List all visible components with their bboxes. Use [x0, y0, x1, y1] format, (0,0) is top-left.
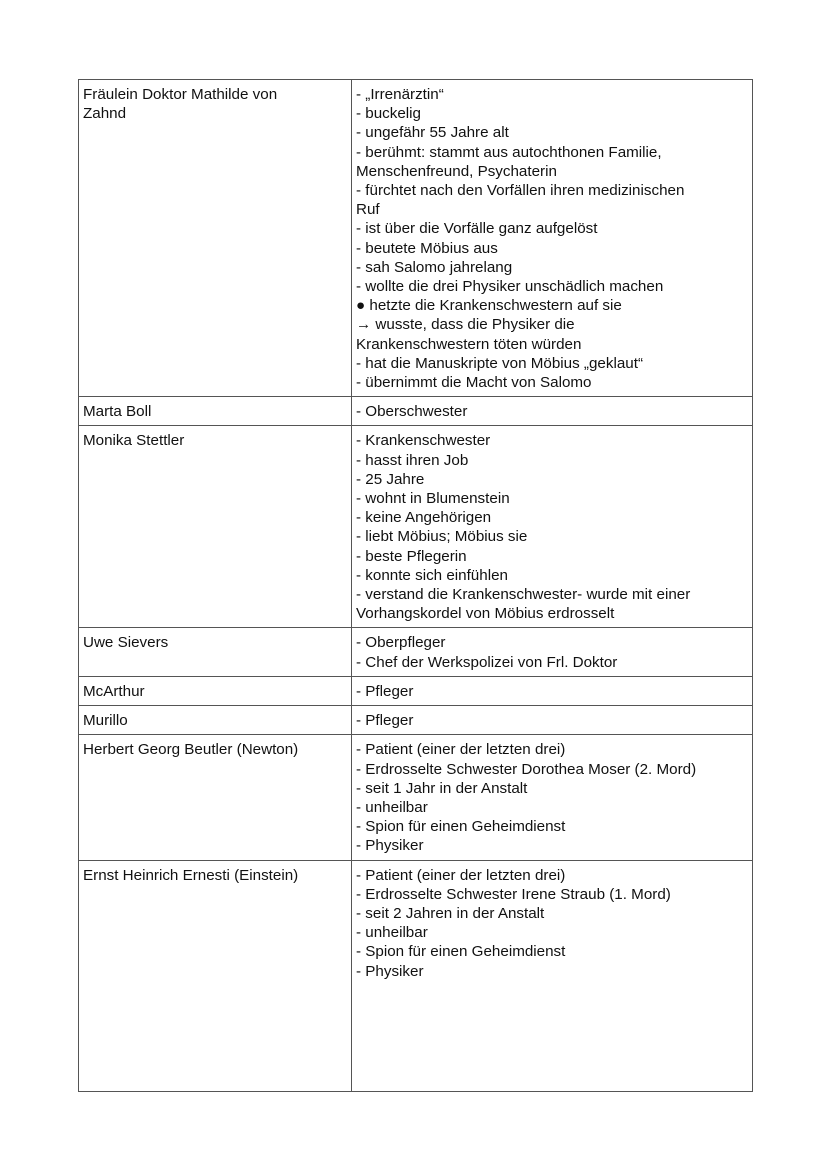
character-row [79, 397, 753, 426]
description-line: - unheilbar [356, 798, 428, 816]
character-row [79, 80, 753, 397]
character-name: Murillo [83, 712, 128, 730]
description-line: Ruf [356, 201, 380, 219]
description-line: - Oberschwester [356, 403, 468, 421]
description-line: → wusste, dass die Physiker die [356, 316, 575, 334]
description-line: - wohnt in Blumenstein [356, 490, 510, 508]
description-line: - liebt Möbius; Möbius sie [356, 528, 528, 546]
character-name-cell [79, 397, 352, 426]
description-line: - hat die Manuskripte von Möbius „geklaut“ [356, 354, 644, 372]
character-row [79, 426, 753, 628]
description-line: - wollte die drei Physiker unschädlich machen [356, 278, 664, 296]
description-line: - berühmt: stammt aus autochthonen Familie, [356, 143, 662, 161]
description-line: - Patient (einer der letzten drei) [356, 741, 566, 759]
character-name: Uwe Sievers [83, 634, 169, 652]
description-line: - seit 2 Jahren in der Anstalt [356, 904, 545, 922]
description-line: ● hetzte die Krankenschwestern auf sie [356, 297, 622, 315]
description-line: - sah Salomo jahrelang [356, 258, 513, 276]
description-line: - Spion für einen Geheimdienst [356, 818, 566, 836]
description-line: - übernimmt die Macht von Salomo [356, 374, 592, 392]
description-line: - Patient (einer der letzten drei) [356, 866, 566, 884]
character-name: Zahnd [83, 105, 127, 123]
character-description-cell [352, 628, 753, 676]
character-name-cell [79, 860, 352, 1091]
character-name-cell [79, 628, 352, 676]
description-line: - Pfleger [356, 682, 414, 700]
character-description-cell [352, 397, 753, 426]
description-line: - Erdrosselte Schwester Dorothea Moser (2. Mord) [356, 760, 697, 778]
character-description-cell [352, 426, 753, 628]
character-name: Marta Boll [83, 403, 152, 421]
character-name: Fräulein Doktor Mathilde von [83, 86, 278, 103]
description-line: - ungefähr 55 Jahre alt [356, 124, 509, 142]
character-name: McArthur [83, 682, 145, 700]
description-line: - Chef der Werkspolizei von Frl. Doktor [356, 653, 618, 671]
character-name: Monika Stettler [83, 432, 185, 450]
character-name-cell [79, 426, 352, 628]
description-line: - „Irrenärztin“ [356, 86, 444, 103]
description-line: - Erdrosselte Schwester Irene Straub (1. Mord) [356, 885, 671, 903]
character-description-cell [352, 706, 753, 735]
character-name-cell [79, 735, 352, 860]
character-description-cell [352, 860, 753, 1091]
description-line: - Physiker [356, 837, 424, 855]
character-row [79, 735, 753, 860]
description-line: - Pfleger [356, 712, 414, 730]
character-name: Ernst Heinrich Ernesti (Einstein) [83, 866, 299, 884]
description-line: - Physiker [356, 962, 424, 980]
description-line: - fürchtet nach den Vorfällen ihren medizinischen [356, 182, 685, 200]
description-line: - ist über die Vorfälle ganz aufgelöst [356, 220, 598, 238]
character-description-cell [352, 80, 753, 397]
character-name: Herbert Georg Beutler (Newton) [83, 741, 299, 759]
character-table [78, 79, 753, 1092]
description-line: Vorhangskordel von Möbius erdrosselt [356, 605, 615, 623]
description-line: - beste Pflegerin [356, 547, 467, 565]
description-line: - Spion für einen Geheimdienst [356, 943, 566, 961]
description-line: - konnte sich einfühlen [356, 566, 508, 584]
description-line: - buckelig [356, 105, 421, 123]
description-line: - Oberpfleger [356, 634, 446, 652]
character-table-body [79, 80, 753, 1092]
description-line: - unheilbar [356, 924, 428, 942]
character-name-cell [79, 676, 352, 705]
description-line: - hasst ihren Job [356, 451, 469, 469]
character-row [79, 628, 753, 676]
description-line: Menschenfreund, Psychaterin [356, 162, 557, 180]
description-line: - verstand die Krankenschwester- wurde mit einer [356, 586, 691, 604]
character-name-cell [79, 706, 352, 735]
character-description-cell [352, 735, 753, 860]
description-line: - Krankenschwester [356, 432, 491, 450]
description-line: Krankenschwestern töten würden [356, 335, 582, 353]
description-line: - seit 1 Jahr in der Anstalt [356, 779, 528, 797]
description-line: - keine Angehörigen [356, 509, 492, 527]
character-row [79, 860, 753, 1091]
description-line: - 25 Jahre [356, 470, 425, 488]
character-name-cell [79, 80, 352, 397]
character-row [79, 706, 753, 735]
character-row [79, 676, 753, 705]
description-line: - beutete Möbius aus [356, 239, 498, 257]
character-description-cell [352, 676, 753, 705]
